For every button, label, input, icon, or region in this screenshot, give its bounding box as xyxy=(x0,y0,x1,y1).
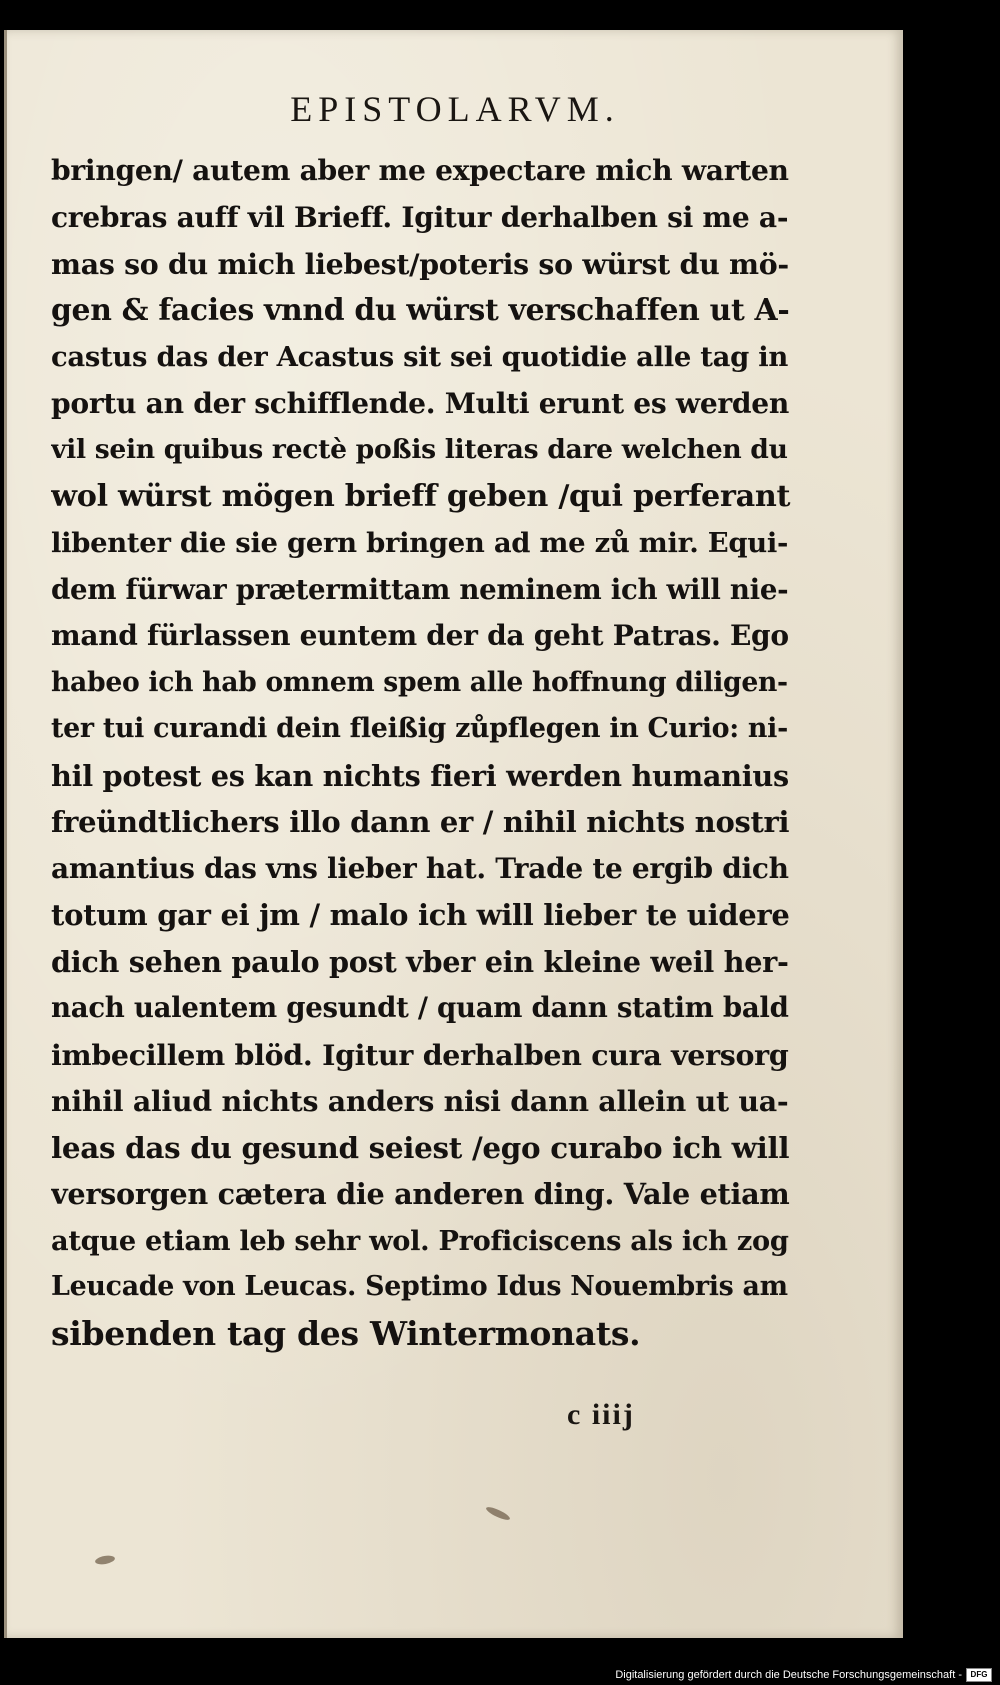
text-line: atque etiam leb sehr wol. Proficiscens als ich zog xyxy=(51,1224,789,1257)
text-line: crebras auff vil Brieff. Igitur derhalben si me a- xyxy=(51,200,789,234)
text-line: Leucade von Leucas. Septimo Idus Nouembris am xyxy=(51,1271,788,1302)
text-line: gen & facies vnnd du würst verschaffen ut A- xyxy=(51,292,790,328)
text-line: mas so du mich liebest/poteris so würst du mö- xyxy=(51,247,789,281)
text-line: portu an der schifflende. Multi erunt es werden xyxy=(51,386,790,420)
text-block xyxy=(51,148,791,1357)
paper-stain xyxy=(94,1554,115,1565)
text-line: bringen/ autem aber me expectare mich warten xyxy=(51,154,789,187)
signature-mark: c iiij xyxy=(567,1398,635,1431)
text-line: dich sehen paulo post vber ein kleine weil her- xyxy=(51,944,789,979)
text-line: imbecillem blöd. Igitur derhalben cura versorg xyxy=(51,1037,789,1072)
book-page xyxy=(4,30,903,1638)
running-head: EPISTOLARVM. xyxy=(290,89,620,129)
text-line: ter tui curandi dein fleißig zůpflegen in Curio: ni- xyxy=(51,713,788,744)
text-line: hil potest es kan nichts fieri werden humanius xyxy=(51,758,789,793)
text-line: versorgen cætera die anderen ding. Vale etiam xyxy=(51,1177,790,1211)
credit-text: Digitalisierung gefördert durch die Deutsche Forschungsgemeinschaft - xyxy=(615,1669,962,1681)
text-line: leas das du gesund seiest /ego curabo ich will xyxy=(51,1129,790,1165)
text-line: wol würst mögen brieff geben /qui perferant xyxy=(51,478,791,514)
text-line: freündtlichers illo dann er / nihil nichts nostri xyxy=(51,805,790,839)
text-line: amantius das vns lieber hat. Trade te ergib dich xyxy=(51,851,789,885)
text-line: habeo ich hab omnem spem alle hoffnung diligen- xyxy=(51,666,788,698)
text-line: mand fürlassen euntem der da geht Patras. Ego xyxy=(51,619,789,652)
digitization-credit xyxy=(615,1668,992,1682)
dfg-logo-icon: DFG xyxy=(966,1668,992,1682)
text-line: nihil aliud nichts anders nisi dann allein ut ua- xyxy=(51,1084,789,1118)
text-line: totum gar ei jm / malo ich will lieber te uidere xyxy=(51,898,790,932)
text-line: castus das der Acastus sit sei quotidie alle tag in xyxy=(51,341,789,373)
text-line: libenter die sie gern bringen ad me zů mir. Equi- xyxy=(51,527,789,559)
text-line: sibenden tag des Wintermonats. xyxy=(51,1313,641,1353)
text-line: vil sein quibus rectè poßis literas dare welchen du xyxy=(51,434,788,465)
paper-stain xyxy=(485,1505,512,1522)
text-line: nach ualentem gesundt / quam dann statim bald xyxy=(51,991,789,1024)
text-line: dem fürwar prætermittam neminem ich will nie- xyxy=(51,572,789,606)
